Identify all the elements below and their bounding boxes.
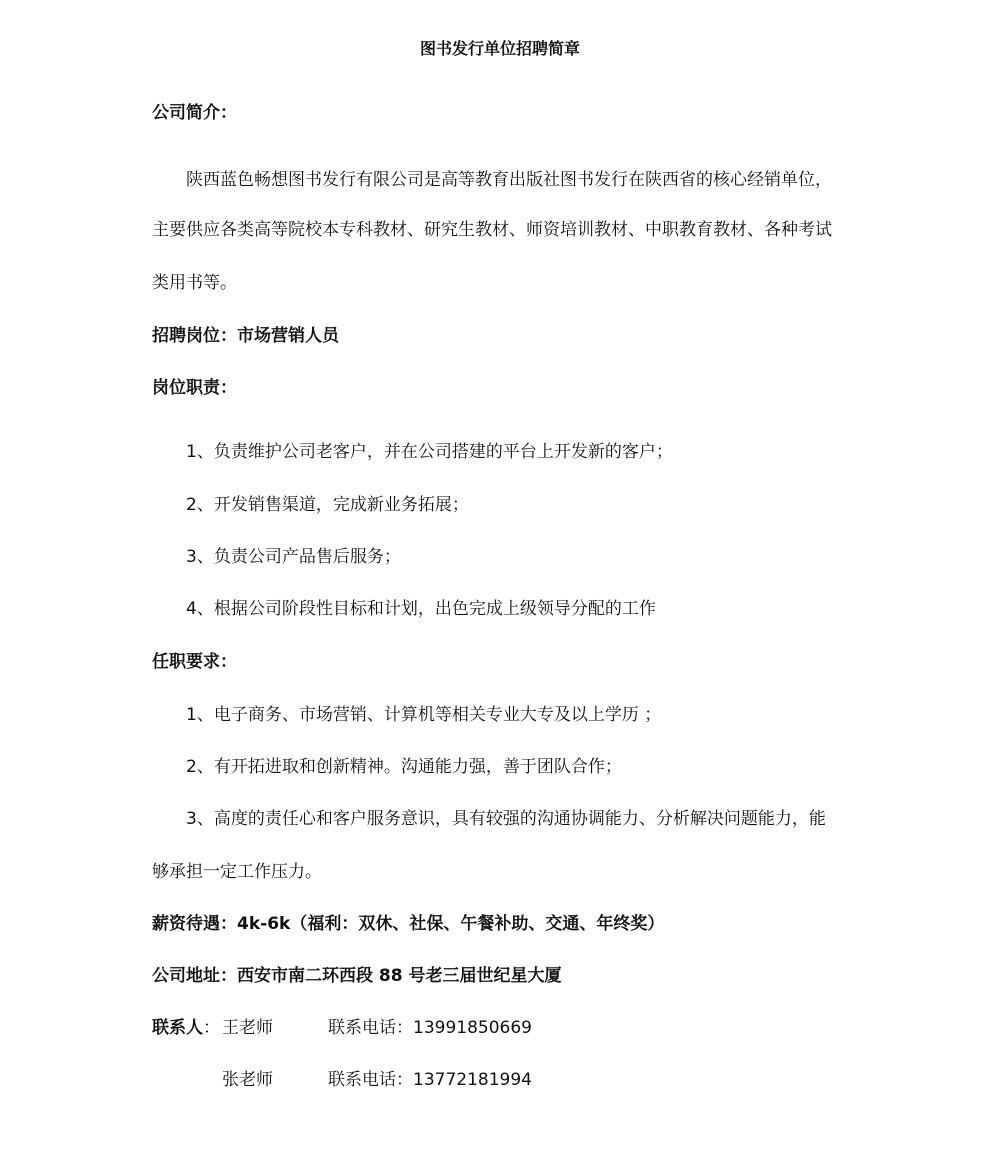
position-value: 市场营销人员	[237, 326, 339, 346]
contact-label-line	[152, 1016, 220, 1040]
requirement-item-3: 3、高度的责任心和客户服务意识，具有较强的沟通协调能力、分析解决问题能力，能	[186, 809, 826, 829]
duty-item-3: 3、负责公司产品售后服务；	[186, 547, 401, 567]
contact-phone-2: 联系电话：13772181994	[328, 1070, 532, 1090]
contact-name-2: 张老师	[222, 1070, 273, 1090]
document-title: 图书发行单位招聘简章	[419, 39, 580, 58]
requirement-item-2: 2、有开拓进取和创新精神。沟通能力强，善于团队合作；	[186, 757, 622, 777]
requirements-heading: 任职要求：	[152, 652, 237, 672]
contact-name-1: 王老师	[222, 1018, 273, 1038]
contact-colon: ：	[203, 1018, 220, 1038]
position-label: 招聘岗位：	[152, 326, 237, 346]
duties-heading: 岗位职责：	[152, 378, 237, 398]
address-value: 西安市南二环西段 88 号老三届世纪星大厦	[237, 966, 562, 986]
requirement-item-3-cont: 够承担一定工作压力。	[152, 862, 322, 882]
address-label: 公司地址：	[152, 966, 237, 986]
salary-value: 4k-6k（福利：双休、社保、午餐补助、交通、年终奖）	[237, 914, 665, 934]
contact-phone-1: 联系电话：13991850669	[328, 1018, 532, 1038]
intro-line-1: 陕西蓝色畅想图书发行有限公司是高等教育出版社图书发行在陕西省的核心经销单位，	[186, 170, 832, 190]
salary-label: 薪资待遇：	[152, 914, 237, 934]
contact-label: 联系人	[152, 1018, 203, 1038]
position-line	[152, 324, 339, 348]
salary-line	[152, 912, 664, 936]
duty-item-4: 4、根据公司阶段性目标和计划，出色完成上级领导分配的工作	[186, 599, 656, 619]
intro-heading: 公司简介：	[152, 103, 237, 123]
address-line	[152, 964, 562, 988]
requirement-item-1: 1、电子商务、市场营销、计算机等相关专业大专及以上学历 ；	[186, 705, 662, 725]
intro-line-3: 类用书等。	[152, 273, 237, 293]
duty-item-2: 2、开发销售渠道，完成新业务拓展；	[186, 495, 469, 515]
intro-line-2: 主要供应各类高等院校本专科教材、研究生教材、师资培训教材、中职教育教材、各种考试	[152, 220, 832, 240]
duty-item-1: 1、负责维护公司老客户，并在公司搭建的平台上开发新的客户；	[186, 442, 673, 462]
